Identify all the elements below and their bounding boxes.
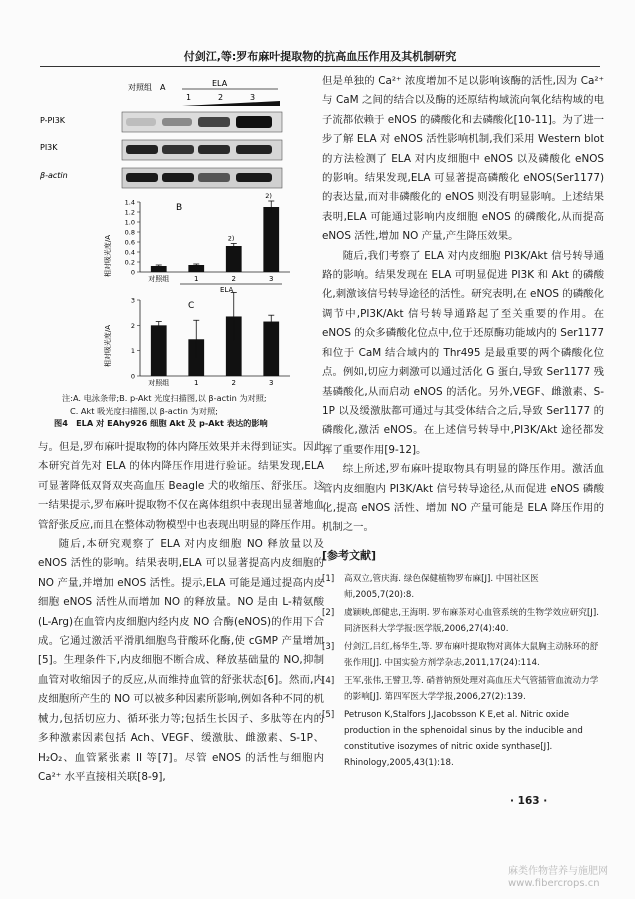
panelB-ytick-label: 0.8 bbox=[124, 228, 135, 237]
panelC-category-label: 对照组 bbox=[148, 379, 170, 387]
left-column bbox=[38, 438, 324, 787]
right-column bbox=[322, 72, 604, 773]
panel-b-ylabel: 相对吸光度/A bbox=[104, 234, 112, 278]
right-paragraph-2: 随后,我们考察了 ELA 对内皮细胞 PI3K/Akt 信号转导通路的影响。结果发现在 ELA 可明显促进 PI3K 和 Akt 的磷酸化,刺激该信号转导途径的活性。研究表明,在 eNOS 的磷酸化调节中,PI3K/Akt 信号转导通路起了至关重要的作用。在 eNOS 的众多磷酸化位点中,位于还原酶功能域内的 Ser1177 和位于 CaM 结合域内的 Thr495 是最重要的两个磷酸化位点。例如,切应力刺激可以通过活化 G 蛋白,导致 Ser1177 残基磷酸化,从而启动 eNOS 的活化。另外,VEGF、雌激素、S-1P 以及缓激肽都可通过与其受体结合之后,导致 Ser1177 的磷酸化,激活 eNOS。在上述信号转导中,PI3K/Akt 途径都发挥了重要作用[9-12]。 bbox=[322, 249, 604, 456]
gradient-wedge bbox=[182, 101, 280, 106]
panelB-ytick-label: 1.0 bbox=[124, 218, 135, 227]
panelB-sig-annotation: 2) bbox=[265, 192, 272, 200]
reference-item: [4] 王军,张伟,王譬卫,等. 硝普钠预处理对高血压犬气管插管血流动力学的影响[J]. 第四军医大学学报,2006,27(2):139. bbox=[322, 676, 599, 703]
blot-ela-label: ELA bbox=[212, 79, 228, 88]
running-head: 付剑江,等:罗布麻叶提取物的抗高血压作用及其机制研究 bbox=[183, 50, 457, 63]
page-number: · 163 · bbox=[510, 795, 548, 807]
blot-control-label: 对照组 bbox=[128, 83, 152, 92]
blot-row-actin bbox=[122, 168, 282, 188]
blot-row-pi3k bbox=[122, 140, 282, 160]
panelC-bar bbox=[151, 325, 167, 376]
references-list bbox=[322, 571, 604, 771]
panel-b-label: B bbox=[176, 203, 183, 213]
panelC-ytick-label: 3 bbox=[130, 296, 135, 305]
header-rule bbox=[40, 66, 600, 67]
figure-svg bbox=[40, 78, 310, 398]
panelB-category-label: 2 bbox=[231, 275, 236, 283]
panelB-ytick-label: 1.2 bbox=[124, 208, 135, 217]
panelB-ytick-label: 0.2 bbox=[124, 258, 135, 267]
right-paragraph-1: 但是单独的 Ca²⁺ 浓度增加不足以影响该酶的活性,因为 Ca²⁺ 与 CaM 之间的结合以及酶的还原结构域流向氧化结构域的电子流都依赖于 eNOS 的磷酸化和去磷酸化[10-11]。为了进一步了解 ELA 对 eNOS 活性影响机制,我们采用 Western blot 的方法检测了 ELA 对内皮细胞中 eNOS 以及磷酸化 eNOS 的影响。结果发现,ELA 可显著提高磷酸化 eNOS(Ser1177)的表达量,而对非磷酸化的 eNOS 则没有明显影响。上述结果表明,ELA 可能通过影响内皮细胞 eNOS 的磷酸化,从而提高 eNOS 活性,增加 NO 产量,产生降压效果。 bbox=[322, 75, 604, 243]
caption-title: 图4 ELA 对 EAhy926 细胞 Akt 及 p-Akt 表达的影响 bbox=[54, 418, 268, 428]
panel-c-ylabel: 相对吸光度/A bbox=[104, 324, 112, 368]
panelB-bar bbox=[188, 265, 204, 272]
references-title: [参考文献] bbox=[322, 548, 377, 562]
figure-4 bbox=[40, 78, 310, 428]
panelB-ytick-label: 0.6 bbox=[124, 238, 135, 247]
caption-line-2: C. Akt 吸光度扫描图,以 β-actin 为对照; bbox=[70, 405, 218, 416]
blot-lane-1: 1 bbox=[186, 93, 192, 102]
blot-lane-3: 3 bbox=[250, 93, 256, 102]
panelC-category-label: 2 bbox=[231, 379, 236, 387]
panelC-ytick-label: 2 bbox=[130, 321, 135, 330]
reference-item: [3] 付剑江,吕红,杨华生,等. 罗布麻叶提取物对离体大鼠胸主动脉环的舒张作用[J]. 中国实验方剂学杂志,2011,17(24):114. bbox=[322, 642, 599, 669]
watermark bbox=[508, 866, 608, 890]
panelC-ytick-label: 1 bbox=[130, 347, 135, 356]
blot-row-label-pi3k: PI3K bbox=[40, 143, 58, 152]
panelB-category-label: 对照组 bbox=[148, 275, 170, 283]
panel-c-chart bbox=[103, 292, 290, 387]
panel-b-xlabel: ELA bbox=[220, 286, 234, 294]
panelC-bar bbox=[263, 322, 279, 376]
panelB-bar bbox=[226, 246, 242, 272]
watermark-line-1: 麻类作物营养与施肥网 bbox=[508, 866, 608, 877]
panel-c-label: C bbox=[188, 301, 195, 311]
reference-item: [2] 虞颖映,郎健忠,王海明. 罗布麻茶对心血管系统的生物学效应研究[J]. 同济医科大学学报:医学版,2006,27(4):40. bbox=[322, 608, 599, 635]
panelB-ytick-label: 0 bbox=[130, 268, 135, 277]
blot-lane-2: 2 bbox=[218, 93, 224, 102]
panelC-category-label: 1 bbox=[194, 379, 199, 387]
reference-item: [5] Petruson K,Stalfors J,Jacobsson K E,et al. Nitric oxide production in the sphenoidal sinus by the inducible and constitutive isozymes of nitric oxide synthase[J]. Rhinology,2005,43(1):18. bbox=[322, 710, 583, 769]
panelC-category-label: 3 bbox=[269, 379, 274, 387]
panelB-ytick-label: 1.4 bbox=[124, 198, 135, 207]
caption-line-1: 注:A. 电泳条带;B. p-Akt 光度扫描图,以 β-actin 为对照; bbox=[62, 393, 267, 403]
blot-panel-label: A bbox=[160, 83, 166, 92]
right-paragraph-3: 综上所述,罗布麻叶提取物具有明显的降压作用。激活血管内皮细胞内 PI3K/Akt 信号转导途径,从而促进 eNOS 磷酸化,提高 eNOS 活性、增加 NO 产量可能是 ELA 降压作用的机制之一。 bbox=[322, 463, 604, 534]
blot-row-ppi3k bbox=[122, 112, 282, 132]
reference-item: [1] 高双立,管庆海. 绿色保健植物罗布麻[J]. 中国社区医师,2005,7(20):8. bbox=[322, 574, 539, 601]
figure-caption bbox=[40, 392, 322, 430]
left-paragraph-2: 随后,本研究观察了 ELA 对内皮细胞 NO 释放量以及 eNOS 活性的影响。结果表明,ELA 可以显著提高内皮细胞的 NO 产量,并增加 eNOS 活性。提示,ELA 可能是通过提高内皮细胞 eNOS 活性从而增加 NO 的释放量。NO 是由 L-精氨酸(L-Arg)在血管内皮细胞内经内皮 NO 合酶(eNOS)的作用下合成。它通过激活平滑肌细胞鸟苷酸环化酶,使 cGMP 产量增加[5]。生理条件下,内皮细胞不断合成、释放基础量的 NO,抑制血管对收缩因子的反应,从而维持血管的舒张状态[6]。然而,内皮细胞所产生的 NO 可以被多种因素所影响,例如各种不同的机械力,包括切应力、循环张力等;包括生长因子、多肽等在内的多种激素因素包括 Ach、VEGF、缓激肽、雌激素、S-1P、H₂O₂、血管紧张素 II 等[7]。尽管 eNOS 的活性与细胞内 Ca²⁺ 水平直接相关联[8-9], bbox=[38, 538, 324, 783]
panelB-category-label: 1 bbox=[194, 275, 199, 283]
panelB-sig-annotation: 2) bbox=[227, 234, 235, 243]
blot-row-label-actin: β-actin bbox=[40, 171, 68, 180]
panelB-category-label: 3 bbox=[269, 275, 274, 283]
panelB-bar bbox=[263, 207, 279, 272]
panel-b-chart bbox=[103, 192, 290, 294]
panelB-ytick-label: 0.4 bbox=[124, 248, 135, 257]
panelC-ytick-label: 0 bbox=[130, 372, 135, 381]
blot-row-label-ppi3k: P-PI3K bbox=[40, 116, 66, 125]
left-paragraph-1: 与。但是,罗布麻叶提取物的体内降压效果并未得到证实。因此本研究首先对 ELA 的体内降压作用进行验证。结果发现,ELA 可显著降低双肾双夹高血压 Beagle 犬的收缩压、舒张压。这一结果提示,罗布麻叶提取物不仅在离体组织中表现出显著地血管舒张反应,而且在整体动物模型中也表现出明显的降压作用。 bbox=[38, 441, 324, 531]
watermark-line-2: www.fibercrops.cn bbox=[508, 878, 600, 889]
